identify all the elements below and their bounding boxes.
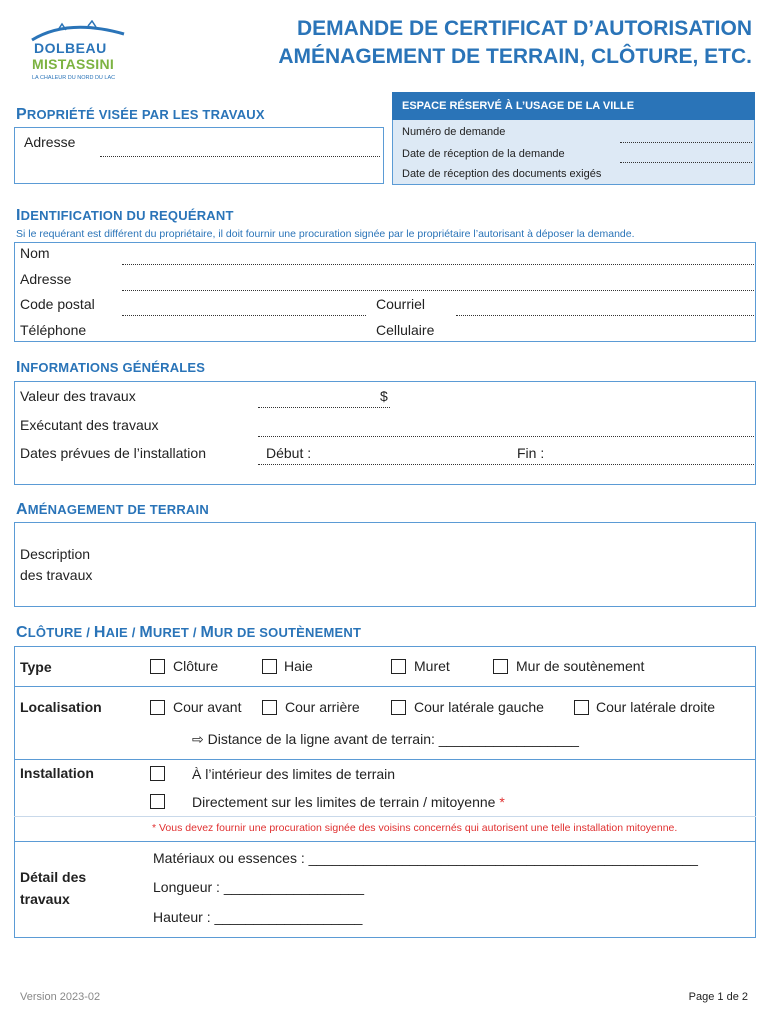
materiaux-field[interactable]: Matériaux ou essences : __________________________________________________ <box>153 850 698 866</box>
localisation-checkbox-avant[interactable] <box>150 700 165 715</box>
reserve-date-label: Date de réception de la demande <box>402 148 565 160</box>
localisation-checkbox-gauche[interactable] <box>391 700 406 715</box>
logo-arc-icon <box>28 20 128 42</box>
code-postal-label: Code postal <box>20 296 95 312</box>
localisation-option-gauche: Cour latérale gauche <box>414 699 544 715</box>
identification-section-title: IDENTIFICATION DU REQUÉRANT <box>16 207 234 224</box>
reserve-title: ESPACE RÉSERVÉ À L’USAGE DE LA VILLE <box>402 100 635 112</box>
type-option-muret: Muret <box>414 658 450 674</box>
nom-label: Nom <box>20 245 50 261</box>
form-title-line2: AMÉNAGEMENT DE TERRAIN, CLÔTURE, ETC. <box>278 45 752 68</box>
city-logo <box>20 20 132 90</box>
dates-field[interactable] <box>258 464 754 465</box>
note-separator <box>14 816 756 817</box>
dollar-sign: $ <box>380 388 388 404</box>
executant-label: Exécutant des travaux <box>20 417 159 433</box>
detail-label-line2: travaux <box>20 891 70 907</box>
executant-field[interactable] <box>258 436 754 437</box>
identification-adresse-label: Adresse <box>20 271 72 287</box>
localisation-label: Localisation <box>20 699 102 715</box>
type-option-cloture: Clôture <box>173 658 219 674</box>
type-option-mur: Mur de soutènement <box>516 658 645 674</box>
identification-note: Si le requérant est différent du propriétaire, il doit fournir une procuration signée par le propriétaire l’autorisant à déposer la demande. <box>16 228 635 240</box>
form-title-line1: DEMANDE DE CERTIFICAT D’AUTORISATION <box>297 17 752 40</box>
required-asterisk: * <box>499 794 505 810</box>
localisation-checkbox-droite[interactable] <box>574 700 589 715</box>
debut-label: Début : <box>266 445 312 461</box>
informations-section-title: INFORMATIONS GÉNÉRALES <box>16 359 206 376</box>
logo-line2: MISTASSINI <box>32 56 115 72</box>
logo-line1: DOLBEAU <box>34 40 107 56</box>
reserve-numero-label: Numéro de demande <box>402 126 506 138</box>
version-label: Version 2023-02 <box>20 991 101 1003</box>
cloture-table <box>14 646 756 938</box>
reserve-documents-label: Date de réception des documents exigés <box>402 168 602 180</box>
localisation-option-arriere: Cour arrière <box>285 699 360 715</box>
identification-adresse-field[interactable] <box>122 290 754 291</box>
installation-checkbox-mitoyenne[interactable] <box>150 794 165 809</box>
nom-field[interactable] <box>122 264 754 265</box>
localisation-option-avant: Cour avant <box>173 699 242 715</box>
valeur-label: Valeur des travaux <box>20 388 136 404</box>
cloture-section-title: CLÔTURE / HAIE / MURET / MUR DE SOUTÈNEMENT <box>16 624 362 641</box>
installation-checkbox-interieur[interactable] <box>150 766 165 781</box>
installation-option-interieur: À l’intérieur des limites de terrain <box>192 766 396 782</box>
distance-field[interactable]: ⇨ Distance de la ligne avant de terrain: __________________ <box>192 731 579 747</box>
type-checkbox-mur[interactable] <box>493 659 508 674</box>
localisation-checkbox-arriere[interactable] <box>262 700 277 715</box>
installation-option-mitoyenne: Directement sur les limites de terrain / mitoyenne * <box>192 794 505 810</box>
amenagement-box[interactable] <box>14 522 756 607</box>
longueur-field[interactable]: Longueur : __________________ <box>153 879 364 895</box>
type-checkbox-muret[interactable] <box>391 659 406 674</box>
propriete-adresse-field[interactable] <box>100 156 380 157</box>
type-checkbox-haie[interactable] <box>262 659 277 674</box>
reserve-numero-field[interactable] <box>620 142 752 143</box>
installation-label: Installation <box>20 765 94 781</box>
type-option-haie: Haie <box>284 658 313 674</box>
description-label-line1: Description <box>20 546 91 562</box>
telephone-label: Téléphone <box>20 322 87 338</box>
courriel-field[interactable] <box>456 315 754 316</box>
type-label: Type <box>20 659 52 675</box>
logo-tagline: LA CHALEUR DU NORD DU LAC <box>32 75 116 81</box>
description-label-line2: des travaux <box>20 567 93 583</box>
code-postal-field[interactable] <box>122 315 366 316</box>
procuration-note: * Vous devez fournir une procuration signée des voisins concernés qui autorisent une telle installation mitoyenne. <box>152 822 678 834</box>
propriete-adresse-label: Adresse <box>24 134 76 150</box>
type-checkbox-cloture[interactable] <box>150 659 165 674</box>
hauteur-field[interactable]: Hauteur : ___________________ <box>153 909 363 925</box>
amenagement-section-title: AMÉNAGEMENT DE TERRAIN <box>16 501 209 518</box>
row-divider <box>14 759 756 760</box>
row-divider <box>14 841 756 842</box>
dates-label: Dates prévues de l’installation <box>20 445 206 461</box>
courriel-label: Courriel <box>376 296 426 312</box>
row-divider <box>14 686 756 687</box>
propriete-section-title: PROPRIÉTÉ VISÉE PAR LES TRAVAUX <box>16 106 265 123</box>
detail-label-line1: Détail des <box>20 869 87 885</box>
localisation-option-droite: Cour latérale droite <box>596 699 716 715</box>
cellulaire-label: Cellulaire <box>376 322 435 338</box>
valeur-field[interactable] <box>258 407 390 408</box>
fin-label: Fin : <box>517 445 545 461</box>
page-number: Page 1 de 2 <box>688 991 748 1003</box>
reserve-date-field[interactable] <box>620 162 752 163</box>
